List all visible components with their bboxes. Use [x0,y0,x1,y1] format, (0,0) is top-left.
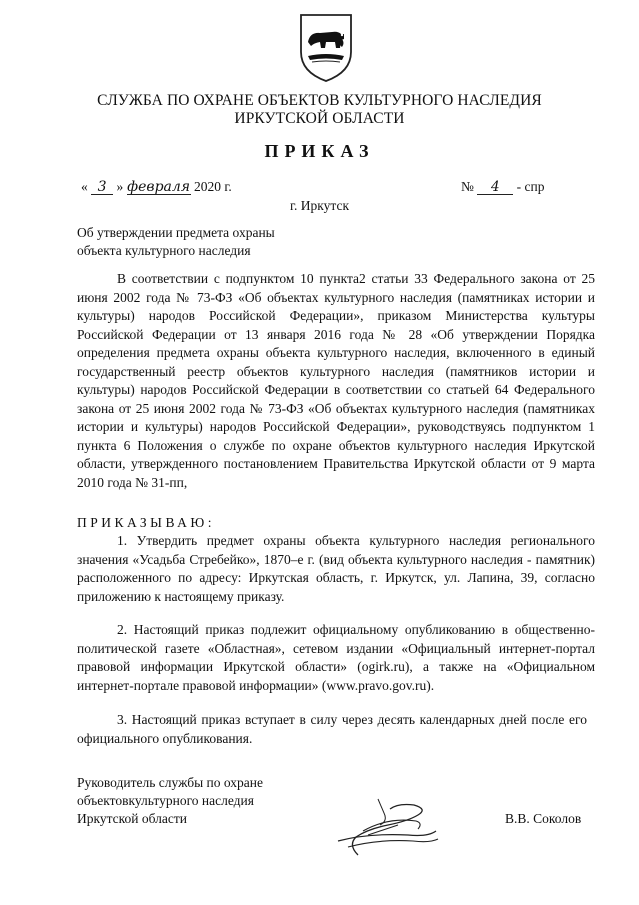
subject-line1: Об утверждении предмета охраны [77,225,275,240]
coat-of-arms-emblem [298,12,354,84]
date-day: 3 [91,181,113,195]
number-prefix: № [461,179,474,194]
signatory-line3: Иркутской области [77,811,188,826]
preamble-paragraph: В соответствии с подпунктом 10 пункта2 статьи 33 Федерального закона от 25 июня 2002 года № 73-ФЗ «Об объектах культурного наследия (памятниках истории и культуры) народов Российской Федерации», приказом Министерства культуры Российской Федерации от 13 января 2016 года № 28 «Об утверждении Порядка определения предмета охраны объекта культурного наследия, включенного в единый государственный реестр объектов культурного наследия (памятников истории и культуры) народов Российской Федерации в соответствии со статьей 64 Федерального закона от 25 июня 2002 года № 73-ФЗ «Об объектах культурного наследия (памятниках истории и культуры) народов Российской Федерации», руководствуясь подпунктом 1 пункта 6 Положения о службе по охране объектов культурного наследия Иркутской области, утвержденного постановлением Правительства Иркутской области от 9 марта 2010 года № 31-пп, [77,271,595,491]
subject-line2: объекта культурного наследия [77,243,251,258]
handwritten-signature [318,795,443,857]
number-suffix: - спр [516,179,545,194]
order-item-2: 2. Настоящий приказ подлежит официальному опубликованию в общественно-политической газете «Областная», сетевом издании «Официальный интернет-портал правовой информации Иркутской области» (ogirk.ru), а также на «Официальном интернет-портале правовой информации» (www.pravo.gov.ru). [77,622,595,693]
organization-name-line2: ИРКУТСКОЙ ОБЛАСТИ [234,110,405,127]
date-open-quote: « [81,179,88,194]
document-number [461,179,544,195]
document-subject [77,224,275,260]
city: г. Иркутск [290,198,349,213]
signatory-line1: Руководитель службы по охране [77,775,264,790]
signatory-line2: объектовкультурного наследия [77,793,254,808]
date-close-quote: » [116,179,124,194]
date-year: 2020 г. [194,179,232,194]
order-item-1: 1. Утвердить предмет охраны объекта культурного наследия регионального значения «Усадьба Стребейко», 1870–е г. (вид объекта культурного наследия - памятник) расположенного по адресу: Иркутская область, г. Иркутск, ул. Лапина, 39, согласно приложению к настоящему приказу. [77,533,595,604]
signatory-name: В.В. Соколов [505,811,582,826]
order-item-3: 3. Настоящий приказ вступает в силу через десять календарных дней после его официального опубликования. [77,712,587,746]
number-value: 4 [477,181,513,195]
organization-name-line1: СЛУЖБА ПО ОХРАНЕ ОБЪЕКТОВ КУЛЬТУРНОГО НАСЛЕДИЯ [97,92,542,109]
directive-heading: ПРИКАЗЫВАЮ: [77,515,215,530]
document-date [81,179,232,195]
signatory-position [77,774,263,828]
date-month: февраля [127,179,191,195]
document-title: ПРИКАЗ [264,141,375,161]
